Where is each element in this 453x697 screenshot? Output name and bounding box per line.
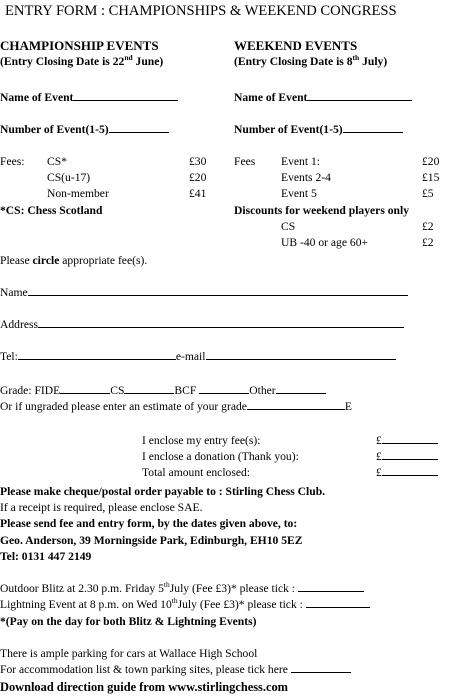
name-field[interactable]: Name [0, 287, 408, 299]
weekend-event-name-field[interactable]: Name of Event [234, 92, 412, 104]
fee-non-member-amount: £41 [189, 187, 207, 200]
address-field[interactable]: Address [0, 319, 404, 331]
accommodation-tick-field[interactable]: For accommodation list & town parking sites, please tick here [0, 664, 351, 676]
fee-events2-4-amount: £15 [422, 171, 440, 184]
ungraded-estimate-field[interactable]: Or if ungraded please enter an estimate of your grade E [0, 400, 352, 413]
championship-closing-date: (Entry Closing Date is 22nd June) [0, 53, 164, 68]
enclose-fee-field[interactable]: £ [376, 435, 438, 447]
tel-email-field[interactable]: Tel: e-mail [0, 351, 396, 363]
enclose-total-field[interactable]: £ [376, 467, 438, 479]
championship-event-number-field[interactable]: Number of Event(1-5) [0, 124, 169, 136]
fee-cs-u17-amount: £20 [189, 171, 207, 184]
fee-event5-label: Event 5 [281, 187, 317, 200]
fee-cs-amount: £30 [189, 155, 207, 168]
weekend-fees-label: Fees [234, 155, 256, 168]
weekend-discount-heading: Discounts for weekend players only [234, 204, 409, 217]
download-guide-note: Download direction guide from www.stirlingchess.com [0, 680, 288, 694]
weekend-event-number-field[interactable]: Number of Event(1-5) [234, 124, 403, 136]
parking-note: There is ample parking for cars at Wallace High School [0, 647, 258, 660]
weekend-heading: WEEKEND EVENTS [234, 38, 358, 53]
grade-field[interactable]: Grade: FIDE CS BCF Other [0, 385, 326, 397]
championship-heading: CHAMPIONSHIP EVENTS [0, 38, 159, 53]
fee-cs-u17-label: CS(u-17) [47, 171, 91, 184]
fee-cs-label: CS* [47, 155, 67, 168]
discount-ub40-label: UB -40 or age 60+ [281, 236, 369, 249]
enclose-total-label: Total amount enclosed: [142, 466, 251, 479]
discount-ub40-amount: £2 [422, 236, 434, 249]
circle-instruction: Please circle appropriate fee(s). [0, 254, 148, 267]
fee-event1-amount: £20 [422, 155, 440, 168]
cheque-instruction: Please make cheque/postal order payable to : Stirling Chess Club. [0, 485, 326, 498]
enclose-donation-label: I enclose a donation (Thank you): [142, 450, 299, 463]
fee-events2-4-label: Events 2-4 [281, 171, 331, 184]
pay-on-day-note: *(Pay on the day for both Blitz & Lightning Events) [0, 615, 257, 628]
receipt-note: If a receipt is required, please enclose SAE. [0, 501, 203, 514]
enclose-fee-label: I enclose my entry fee(s): [142, 434, 261, 447]
cs-footnote: *CS: Chess Scotland [0, 204, 103, 217]
championship-event-name-field[interactable]: Name of Event [0, 92, 178, 104]
discount-cs-label: CS [281, 220, 296, 233]
fee-event5-amount: £5 [422, 187, 434, 200]
weekend-closing-date: (Entry Closing Date is 8th July) [234, 53, 388, 68]
fee-non-member-label: Non-member [47, 187, 109, 200]
lightning-tick-field[interactable]: Lightning Event at 8 p.m. on Wed 10thJuly (Fee £3)* please tick : [0, 599, 370, 611]
championship-fees-label: Fees: [0, 155, 25, 168]
enclose-donation-field[interactable]: £ [376, 451, 438, 463]
postal-address: Geo. Anderson, 39 Morningside Park, Edinburgh, EH10 5EZ [0, 534, 303, 547]
send-instruction: Please send fee and entry form, by the dates given above, to: [0, 517, 298, 530]
discount-cs-amount: £2 [422, 220, 434, 233]
fee-event1-label: Event 1: [281, 155, 320, 168]
contact-phone: Tel: 0131 447 2149 [0, 550, 92, 563]
page-title: ENTRY FORM : CHAMPIONSHIPS & WEEKEND CONGRESS [5, 3, 397, 19]
blitz-tick-field[interactable]: Outdoor Blitz at 2.30 p.m. Friday 5thJuly (Fee £3)* please tick : [0, 583, 364, 595]
